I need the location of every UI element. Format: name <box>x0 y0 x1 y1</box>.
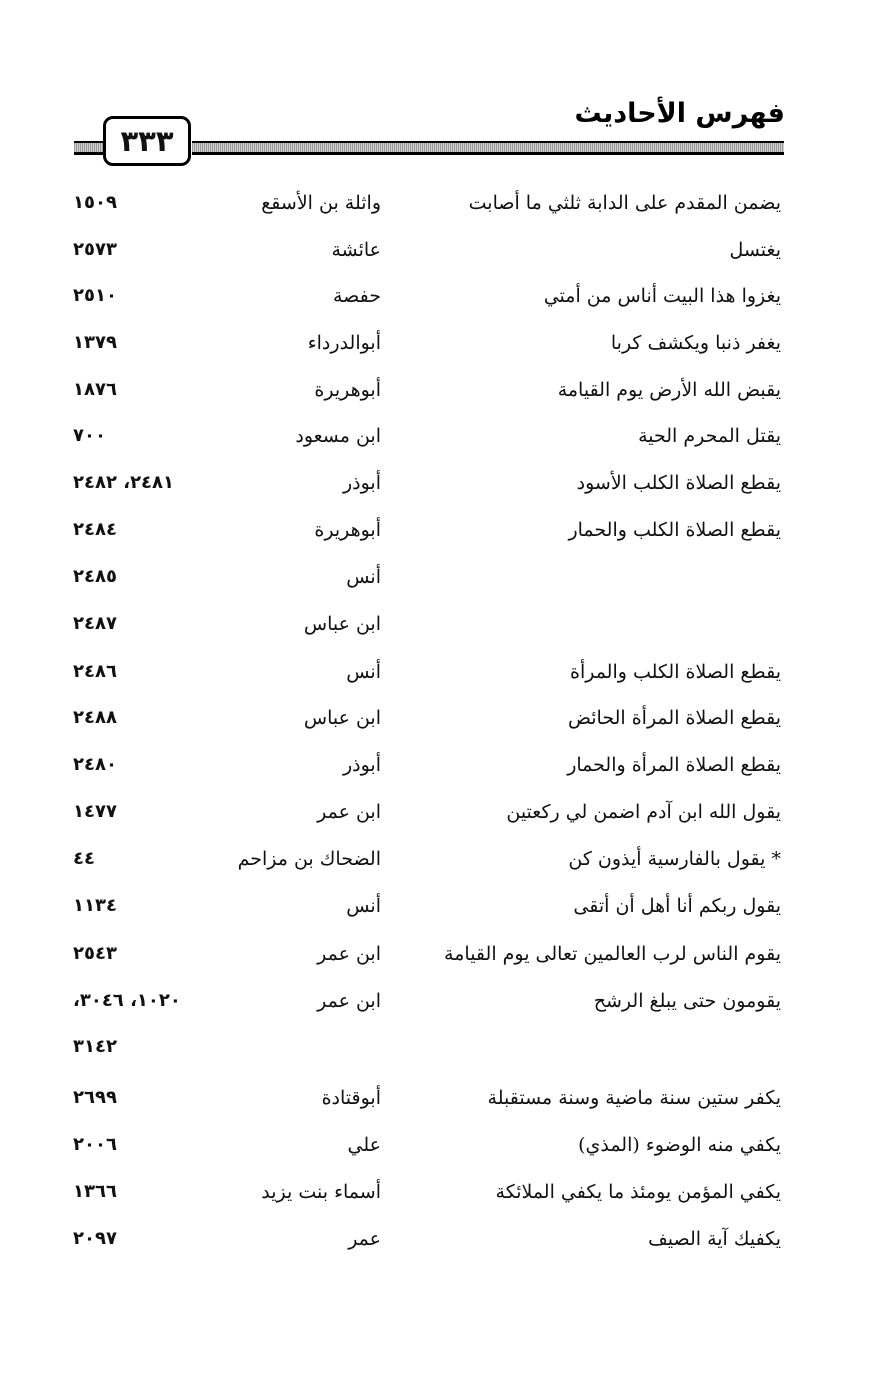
hadith-text: يكفي منه الوضوء (المذي) <box>578 1134 781 1156</box>
hadith-number-text: ٢٠٠٦ <box>73 1134 117 1155</box>
index-row <box>0 1081 873 1115</box>
narrator-name: أبوهريرة <box>314 519 381 541</box>
index-row <box>0 655 873 689</box>
hadith-number-text: ١٠٢٠، ٣٠٤٦، <box>73 990 181 1011</box>
narrator-name: الضحاك بن مزاحم <box>237 848 381 870</box>
hadith-number-text: ١٥٠٩ <box>73 192 117 213</box>
hadith-text: يكفي المؤمن يومئذ ما يكفي الملائكة <box>495 1181 781 1203</box>
hadith-text: يقبض الله الأرض يوم القيامة <box>557 379 781 401</box>
hadith-number-text: ١٤٧٧ <box>73 801 117 822</box>
hadith-number <box>73 1222 117 1256</box>
narrator-name: حفصة <box>332 285 381 307</box>
index-row <box>0 373 873 407</box>
hadith-number-text: ٤٤ <box>73 848 95 869</box>
narrator-name: أنس <box>346 661 381 683</box>
index-row <box>0 937 873 971</box>
index-row <box>0 279 873 313</box>
hadith-text: يقتل المحرم الحية <box>638 425 781 447</box>
hadith-number-text: ١١٣٤ <box>73 895 117 916</box>
hadith-number <box>73 560 117 594</box>
narrator-name: عمر <box>348 1228 381 1250</box>
hadith-number-text: ٢٤٨٦ <box>73 661 117 682</box>
hadith-number-text: ٢٥٤٣ <box>73 943 117 964</box>
hadith-number <box>73 748 117 782</box>
hadith-text: يقول ربكم أنا أهل أن أتقى <box>573 895 781 917</box>
hadith-number <box>73 373 117 407</box>
hadith-number <box>73 655 117 689</box>
index-row <box>0 186 873 220</box>
index-row <box>0 1128 873 1162</box>
hadith-number <box>73 701 117 735</box>
hadith-number <box>73 233 117 267</box>
index-row <box>0 233 873 267</box>
index-row <box>0 513 873 547</box>
hadith-number-text: ٢٥١٠ <box>73 285 117 306</box>
hadith-text: يقومون حتى يبلغ الرشح <box>593 990 781 1012</box>
hadith-number-text: ٢٤٨٤ <box>73 519 117 540</box>
index-row <box>0 1222 873 1256</box>
narrator-name: أبوذر <box>342 472 381 494</box>
hadith-number <box>73 842 95 876</box>
hadith-text: يقول الله ابن آدم اضمن لي ركعتين <box>506 801 781 823</box>
hadith-number-text: ١٨٧٦ <box>73 379 117 400</box>
index-row <box>0 795 873 829</box>
hadith-text: يقطع الصلاة المرأة الحائض <box>567 707 781 729</box>
hadith-number-text: ٢٤٨٧ <box>73 613 117 634</box>
hadith-number <box>73 419 106 453</box>
hadith-number <box>73 1175 117 1209</box>
index-row <box>0 466 873 500</box>
hadith-text: يغفر ذنبا ويكشف كربا <box>610 332 781 354</box>
hadith-number-text: ٧٠٠ <box>73 425 106 446</box>
hadith-number <box>73 326 117 360</box>
narrator-name: أنس <box>346 895 381 917</box>
index-row <box>0 1030 873 1064</box>
narrator-name: عائشة <box>331 239 381 261</box>
hadith-number <box>73 466 174 500</box>
hadith-number-text: ٢٦٩٩ <box>73 1087 117 1108</box>
hadith-number <box>73 186 117 220</box>
hadith-number <box>73 607 117 641</box>
index-row <box>0 842 873 876</box>
narrator-name: ابن مسعود <box>295 425 381 447</box>
index-row <box>0 984 873 1018</box>
narrator-name: ابن عمر <box>317 990 381 1012</box>
narrator-name: أبوذر <box>342 754 381 776</box>
hadith-number-text: ٢٥٧٣ <box>73 239 117 260</box>
narrator-name: علي <box>347 1134 381 1156</box>
hadith-text: يكفر ستين سنة ماضية وسنة مستقبلة <box>487 1087 781 1109</box>
page-number: ٣٣٣ <box>103 116 191 166</box>
hadith-number-text: ٢٤٨٨ <box>73 707 117 728</box>
hadith-number <box>73 984 181 1018</box>
hadith-number <box>73 937 117 971</box>
hadith-number <box>73 1030 117 1064</box>
hadith-text: يقطع الصلاة المرأة والحمار <box>567 754 781 776</box>
narrator-name: ابن عباس <box>303 707 381 729</box>
narrator-name: واثلة بن الأسقع <box>261 192 381 214</box>
hadith-number-text: ٢٤٨٥ <box>73 566 117 587</box>
index-row <box>0 419 873 453</box>
narrator-name: أسماء بنت يزيد <box>261 1181 381 1203</box>
narrator-name: ابن عمر <box>317 801 381 823</box>
hadith-text: يقطع الصلاة الكلب الأسود <box>576 472 781 494</box>
hadith-number-text: ١٣٧٩ <box>73 332 117 353</box>
hadith-number <box>73 1128 117 1162</box>
index-row <box>0 889 873 923</box>
hadith-text: * يقول بالفارسية أيذون كن <box>568 848 781 870</box>
hadith-text: يقطع الصلاة الكلب والمرأة <box>569 661 781 683</box>
hadith-text: يقطع الصلاة الكلب والحمار <box>568 519 781 541</box>
index-row <box>0 326 873 360</box>
hadith-text: يقوم الناس لرب العالمين تعالى يوم القيامة <box>444 943 781 965</box>
hadith-text: يضمن المقدم على الدابة ثلثي ما أصابت <box>468 192 781 214</box>
hadith-number <box>73 513 117 547</box>
hadith-text: يغزوا هذا البيت أناس من أمتي <box>543 285 781 307</box>
index-row <box>0 607 873 641</box>
index-row <box>0 560 873 594</box>
hadith-text: يكفيك آية الصيف <box>648 1228 781 1250</box>
narrator-name: أنس <box>346 566 381 588</box>
hadith-number <box>73 795 117 829</box>
index-row <box>0 1175 873 1209</box>
narrator-name: أبوهريرة <box>314 379 381 401</box>
hadith-number-text: ٢٤٨٠ <box>73 754 117 775</box>
hadith-number-text: ٢٠٩٧ <box>73 1228 117 1249</box>
hadith-number <box>73 279 117 313</box>
narrator-name: ابن عباس <box>303 613 381 635</box>
index-row <box>0 748 873 782</box>
hadith-number-text: ٣١٤٢ <box>73 1036 117 1057</box>
hadith-text: يغتسل <box>729 239 781 261</box>
index-row <box>0 701 873 735</box>
hadith-number-text: ٢٤٨١، ٢٤٨٢ <box>73 472 175 493</box>
hadith-number-text: ١٣٦٦ <box>73 1181 117 1202</box>
header-rule-right <box>192 141 784 155</box>
page-header-title: فهرس الأحاديث <box>574 98 785 129</box>
narrator-name: أبوقتادة <box>321 1087 381 1109</box>
hadith-number <box>73 889 117 923</box>
hadith-number <box>73 1081 117 1115</box>
narrator-name: ابن عمر <box>317 943 381 965</box>
narrator-name: أبوالدرداء <box>307 332 381 354</box>
header-rule-left <box>74 141 104 155</box>
